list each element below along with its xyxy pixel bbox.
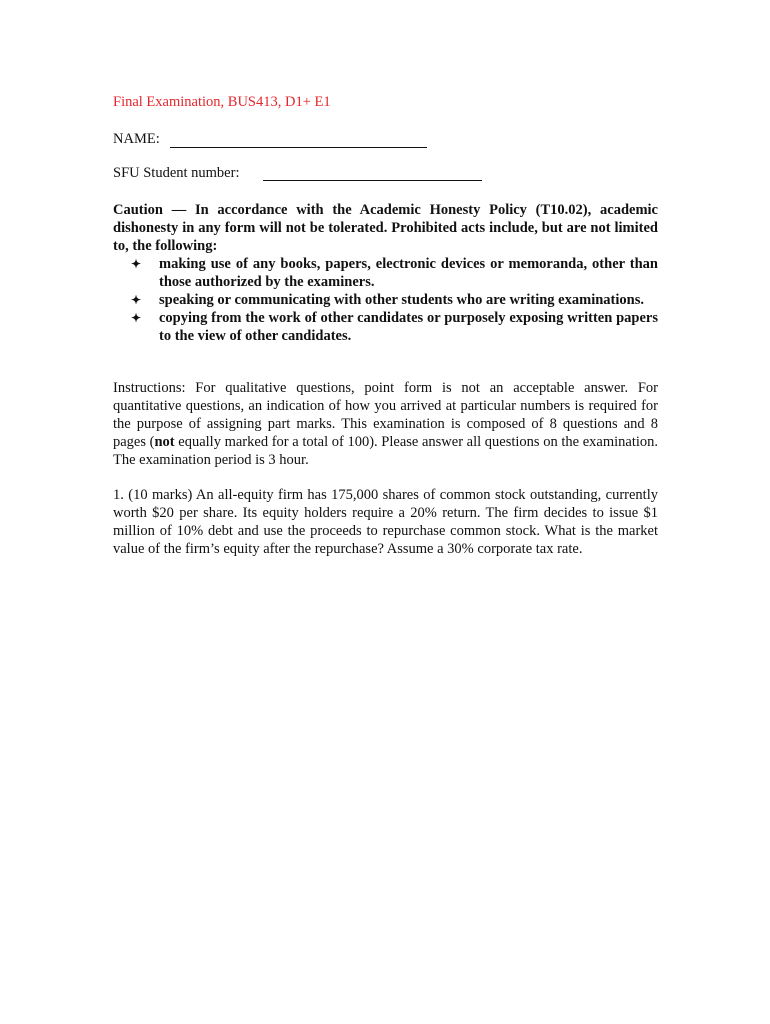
caution-block bbox=[113, 201, 658, 345]
instructions-text-2: equally marked for a total of 100). Please answer all questions on the examination. The examination period is 3 hour. bbox=[113, 434, 658, 468]
name-field-label: NAME: bbox=[113, 131, 160, 147]
list-item-text: making use of any books, papers, electronic devices or memoranda, other than those authorized by the examiners. bbox=[159, 256, 658, 290]
instructions-text-1: Instructions: For qualitative questions, point form is not an acceptable answer. For quantitative questions, an indication of how you arrived at particular numbers is required for the purpose of assigning part marks. This examination is composed of 8 questions and 8 pages ( bbox=[113, 380, 658, 450]
instructions-emphasis: not bbox=[154, 434, 175, 450]
student-number-answer-line[interactable] bbox=[263, 180, 482, 181]
question-1: 1. (10 marks) An all-equity firm has 175,000 shares of common stock outstanding, currently worth $20 per share. Its equity holders require a 20% return. The firm decides to issue $1 million of 10% debt and use the proceeds to repurchase common stock. What is the market value of the firm’s equity after the repurchase? Assume a 30% corporate tax rate. bbox=[113, 487, 658, 557]
list-item bbox=[113, 291, 658, 309]
name-answer-line[interactable] bbox=[170, 147, 427, 148]
bullet-icon: ✦ bbox=[131, 311, 142, 325]
instructions-paragraph bbox=[113, 379, 658, 469]
prohibited-acts-list bbox=[113, 255, 658, 345]
list-item bbox=[113, 309, 658, 345]
student-number-field-label: SFU Student number: bbox=[113, 165, 240, 181]
bullet-icon: ✦ bbox=[131, 257, 142, 271]
list-item bbox=[113, 255, 658, 291]
exam-title: Final Examination, BUS413, D1+ E1 bbox=[113, 94, 331, 110]
list-item-text: copying from the work of other candidates or purposely exposing written papers to the view of other candidates. bbox=[159, 310, 658, 344]
bullet-icon: ✦ bbox=[131, 293, 142, 307]
list-item-text: speaking or communicating with other students who are writing examinations. bbox=[159, 292, 644, 308]
caution-intro: Caution — In accordance with the Academic Honesty Policy (T10.02), academic dishonesty in any form will not be tolerated. Prohibited acts include, but are not limited to, the following: bbox=[113, 202, 658, 254]
